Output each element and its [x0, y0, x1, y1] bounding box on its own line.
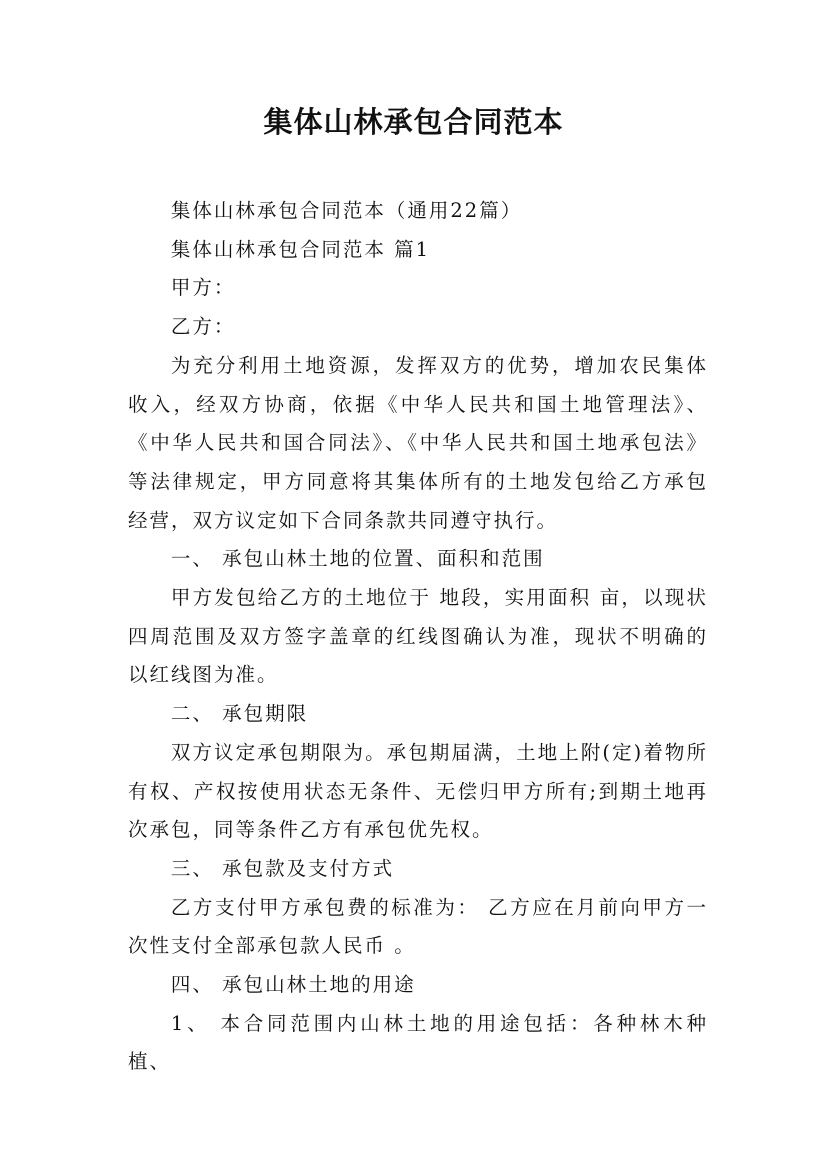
clause-text-3: 乙方支付甲方承包费的标准为： 乙方应在月前向甲方一次性支付全部承包款人民币 。 — [128, 895, 708, 958]
document-title: 集体山林承包合同范本 — [263, 105, 564, 139]
clause-text-1: 甲方发包给乙方的土地位于 地段，实用面积 亩，以现状四周范围及双方签字盖章的红线图确认为准，现状不明确的以红线图为准。 — [128, 586, 708, 687]
clause-text-2: 双方议定承包期限为。承包期届满，土地上附(定)着物所有权、产权按使用状态无条件、无偿归甲方所有;到期土地再次承包，同等条件乙方有承包优先权。 — [128, 740, 708, 842]
preamble-paragraph: 为充分利用土地资源，发挥双方的优势，增加农民集体收入，经双方协商，依据《中华人民共和国土地管理法》、《中华人民共和国合同法》、《中华人民共和国土地承包法》等法律规定，甲方同意将其集体所有的土地发包给乙方承包经营，双方议定如下合同条款共同遵守执行。 — [128, 353, 708, 532]
clause-heading-1: 一、 承包山林土地的位置、面积和范围 — [170, 547, 545, 571]
clause-text-4: 1、 本合同范围内山林土地的用途包括：各种林木种植、 — [128, 1011, 708, 1074]
clause-heading-4: 四、 承包山林土地的用途 — [170, 973, 416, 997]
party-b-line: 乙方： — [170, 315, 236, 339]
clause-heading-3: 三、 承包款及支付方式 — [170, 856, 395, 880]
subtitle-paragraph: 集体山林承包合同范本（通用22篇） — [170, 199, 523, 222]
document-body — [128, 192, 708, 1082]
party-a-line: 甲方： — [170, 276, 236, 300]
section-heading-paragraph: 集体山林承包合同范本 篇1 — [170, 237, 430, 261]
clause-heading-2: 二、 承包期限 — [170, 702, 309, 726]
